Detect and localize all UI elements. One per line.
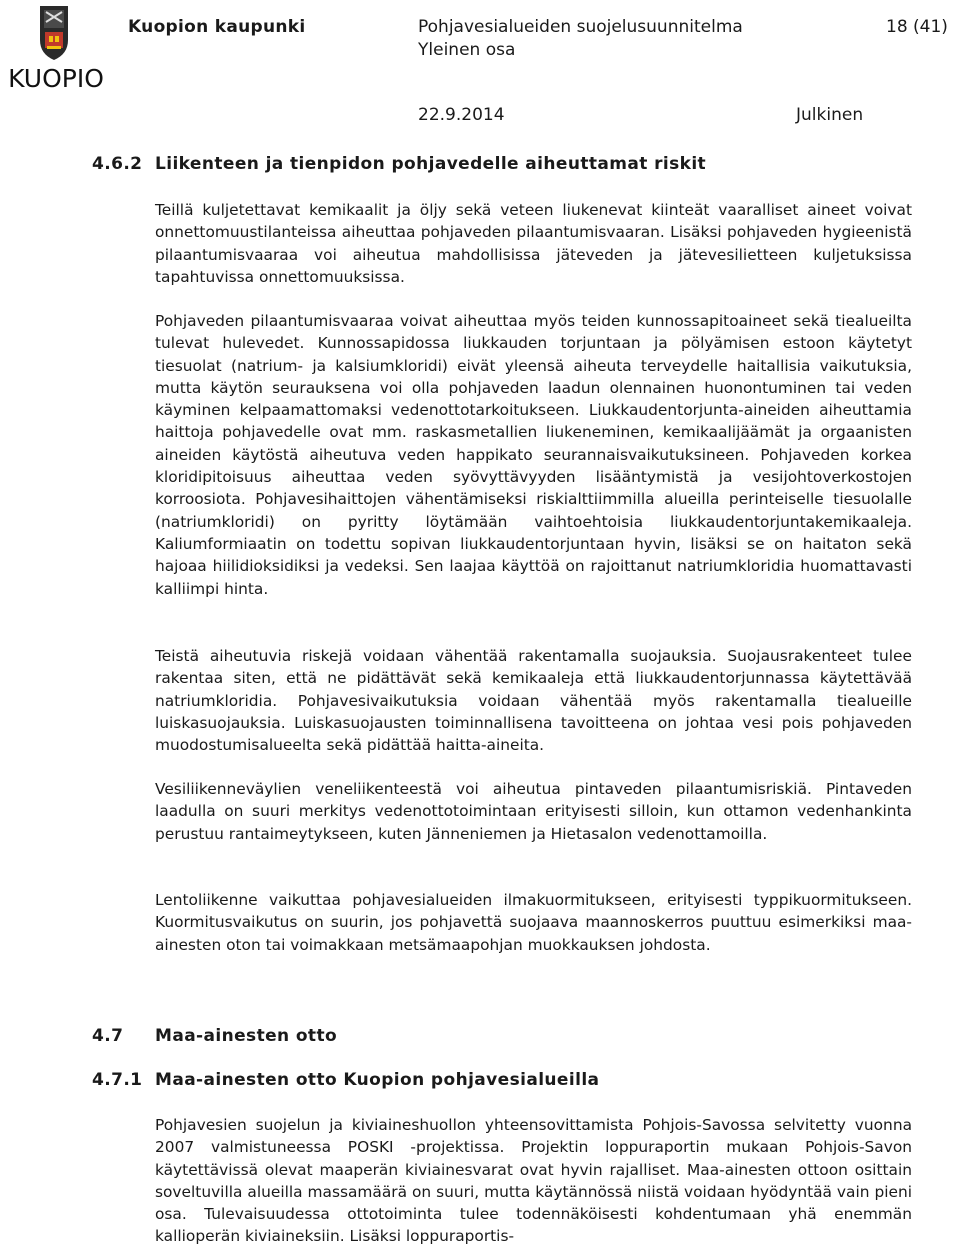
logo-wordmark: KUOPIO bbox=[8, 64, 104, 93]
document-part: Yleinen osa bbox=[418, 40, 516, 60]
section-title: Maa-ainesten otto bbox=[155, 1026, 338, 1046]
section-number: 4.7 bbox=[92, 1026, 124, 1046]
document-classification: Julkinen bbox=[796, 105, 864, 125]
paragraph: Lentoliikenne vaikuttaa pohjavesialueiden ilmakuormitukseen, erityisesti typpikuormitukseen. Kuormitusvaikutus on suurin, jos pohjavettä suojaava maannoskerros puuttuu esimerkiksi maa-ainesten oton tai voimakkaan metsämaapohjan muokkauksen johdosta. bbox=[155, 891, 912, 954]
organization-name: Kuopion kaupunki bbox=[128, 17, 306, 37]
paragraph: Pohjavesien suojelun ja kiviaineshuollon yhteensovittamista Pohjois-Savossa selvitetty vuonna 2007 valmistuneessa POSKI -projektissa. Projektin loppuraportin mukaan Pohjois-Savon käytettävissä olevat maaperän kiviainesvarat ovat hyvin rajalliset. Maa-ainesten ottoon osittain soveltuvilla alueilla massamäärä on suuri, mutta käytännössä niistä voidaan hyödyntää vain pieni osa. Tulevaisuudessa ottotoiminta tulee todennäköisesti kohdentumaan yhä enemmän kallioperän kiviaineksiin. Lisäksi loppuraportis- bbox=[155, 1116, 912, 1246]
logo bbox=[6, 4, 102, 96]
paragraph: Vesiliikenneväylien veneliikenteestä voi aiheutua pintaveden pilaantumisriskiä. Pintaveden laadulla on suuri merkitys vedenottotoimintaan erityisesti silloin, kun ottamon vedenhankinta perustuu rantaimeytykseen, kuten Jänneniemen ja Hietasalon vedenottamoilla. bbox=[155, 780, 912, 843]
page-number: 18 (41) bbox=[886, 17, 948, 37]
paragraph: Pohjaveden pilaantumisvaaraa voivat aiheuttaa myös teiden kunnossapitoaineet sekä tiealueilta tulevat hulevedet. Kunnossapidossa liukkauden torjuntaan ja pölyämisen estoon käytetyt tiesuolat (natrium- ja kalsiumkloridi) eivät yleensä aiheuta terveydelle haitallisia vaikutuksia, mutta käytön seurauksena voi olla pohjaveden laadun olennainen huonontuminen tai veden käyminen kelpaamattomaksi vedenottotarkoitukseen. Liukkaudentorjunta-aineiden aiheuttamia haittoja pohjavedelle ovat mm. raskasmetallien liukeneminen, kemikaalijäämät ja orgaanisten aineiden käytöstä aiheutuva veden happikato seurannaisvaikutuksineen. Pohjaveden korkea kloridipitoisuus aiheuttaa veden syövyttävyyden lisääntymistä ja vesijohtoverkostojen korroosiota. Pohjavesihaittojen vähentämiseksi riskialttiimmilla alueilla perinteiselle tiesuolalle (natriumkloridi) on pyritty löytämään vaihtoehtoisia liukkaudentorjuntakemikaaleja. Kaliumformiaatin on todettu sopivan liukkaudentorjuntaan hyvin, lisäksi se on haitaton sekä hajoaa hiilidioksidiksi ja vedeksi. Sen laajaa käyttöä on rajoittanut natriumkloridia huomattavasti kalliimpi hinta. bbox=[155, 312, 912, 598]
coat-of-arms-icon bbox=[6, 4, 102, 64]
paragraph: Teistä aiheutuvia riskejä voidaan vähentää rakentamalla suojauksia. Suojausrakenteet tulee rakentaa siten, että ne pidättävät sekä kemikaaleja että liukkaudentorjunnassa käytettävää natriumkloridia. Pohjavesivaikutuksia voidaan vähentää myös rakentamalla tiealueille luiskasuojauksia. Luiskasuojausten toiminnallisena tavoitteena on johtaa vesi pois pohjaveden muodostumisalueelta sekä pidättää haitta-aineita. bbox=[155, 647, 912, 755]
section-title: Maa-ainesten otto Kuopion pohjavesialueilla bbox=[155, 1070, 600, 1090]
section-title: Liikenteen ja tienpidon pohjavedelle aiheuttamat riskit bbox=[155, 154, 707, 174]
paragraph: Teillä kuljetettavat kemikaalit ja öljy sekä veteen liukenevat kiinteät vaaralliset aineet voivat onnettomuustilanteissa aiheuttaa pohjaveden pilaantumisvaaran. Lisäksi pohjaveden hygieenistä pilaantumisvaaraa voi aiheutua mahdollisissa jäteveden ja jätevesilietteen kuljetuksissa tapahtuvissa onnettomuuksissa. bbox=[155, 201, 912, 286]
section-number: 4.6.2 bbox=[92, 154, 143, 174]
section-number: 4.7.1 bbox=[92, 1070, 143, 1090]
document-date: 22.9.2014 bbox=[418, 105, 505, 125]
document-title: Pohjavesialueiden suojelusuunnitelma bbox=[418, 17, 743, 37]
